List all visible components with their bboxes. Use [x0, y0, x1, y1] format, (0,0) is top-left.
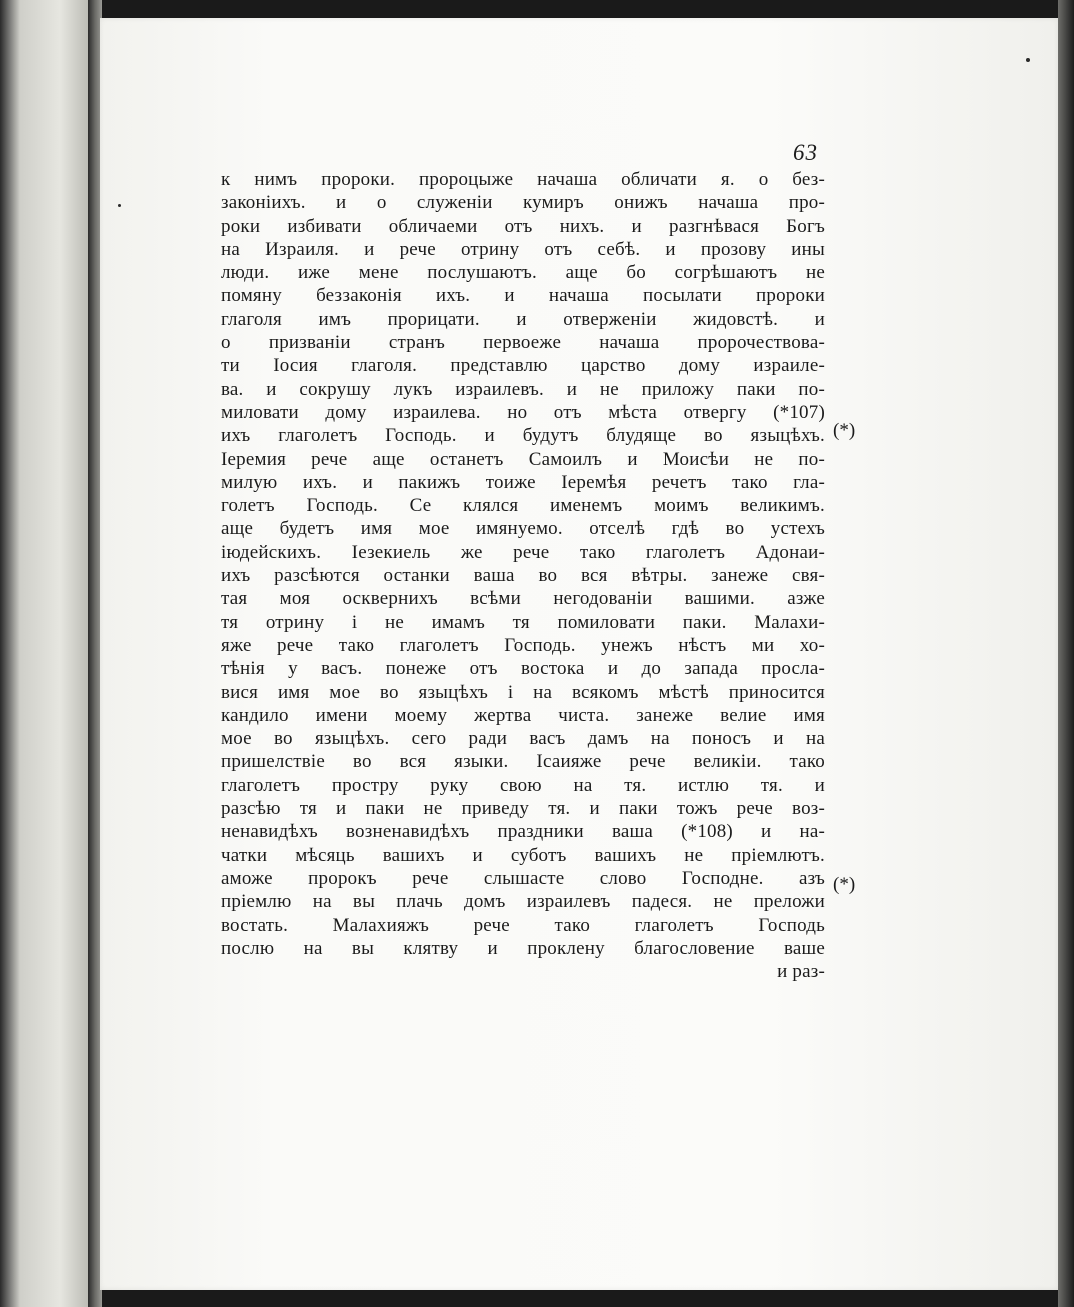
text-line: роки избивати обличаеми отъ нихъ. и разгнѣвася Богъ: [221, 215, 825, 237]
footnote-marker: (*): [833, 420, 856, 441]
text-line: іюдейскихъ. Іезекиель же рече тако глаголетъ Адонаи-: [221, 541, 825, 563]
text-line: глаголетъ простру руку свою на тя. истлю тя. и: [221, 774, 825, 796]
footnote-marker: (*): [833, 874, 856, 895]
text-line: милую ихъ. и пакижъ тоиже Іеремѣя речетъ тако гла-: [221, 471, 825, 493]
text-line: ненавидѣхъ возненавидѣхъ праздники ваша (*108) и на-: [221, 821, 825, 843]
text-line: разсѣю тя и паки не приведу тя. и паки тожъ рече воз-: [221, 798, 825, 820]
catchword-line: и раз-: [777, 961, 825, 983]
text-line: тя отрину і не имамъ тя помиловати паки. Малахи-: [221, 611, 825, 633]
page-number: 63: [793, 140, 818, 165]
text-line: тѣнія у васъ. понеже отъ востока и до запада просла-: [221, 658, 825, 680]
scan-background-edge: [1058, 0, 1074, 1307]
text-line: глаголя имъ прорицати. и отверженіи жидовстѣ. и: [221, 308, 825, 330]
text-line: на Израиля. и рече отрину отъ себѣ. и прозову ины: [221, 238, 825, 260]
text-line: чатки мѣсяць вашихъ и суботъ вашихъ не пріемлютъ.: [221, 844, 825, 866]
text-line: аще будетъ имя мое имянуемо. отселѣ гдѣ во устехъ: [221, 518, 825, 540]
text-line: кандило имени моему жертва чиста. занеже велие имя: [221, 704, 825, 726]
text-line: помяну беззаконія ихъ. и начаша посылати пророки: [221, 285, 825, 307]
text-line: законіихъ. и о служеніи кумиръ онижъ начаша про-: [221, 192, 825, 214]
text-line: вися имя мое во языцѣхъ і на всякомъ мѣстѣ приносится: [221, 681, 825, 703]
text-line: яже рече тако глаголетъ Господь. унежъ нѣстъ ми хо-: [221, 634, 825, 656]
text-line: тая моя осквернихъ всѣми негодованіи вашими. азже: [221, 588, 825, 610]
text-line: ти Іосия глаголя. представлю царство дому израиле-: [221, 355, 825, 377]
text-line: Іеремия рече аще останетъ Самоилъ и Моисѣи не по-: [221, 448, 825, 470]
ink-speck: [118, 204, 121, 207]
ink-speck: [1026, 58, 1030, 62]
text-line: аможе пророкъ рече слышасте слово Господне. азъ: [221, 867, 825, 889]
text-line: послю на вы клятву и проклену благословение ваше: [221, 937, 825, 959]
text-line: голетъ Господь. Се клялся именемъ моимъ великимъ.: [221, 495, 825, 517]
text-line: пришелствіе во вся языки. Ісаияже рече великіи. тако: [221, 751, 825, 773]
text-line: миловати дому израилева. но отъ мѣста отвергу (*107): [221, 401, 825, 423]
text-line: пріемлю на вы плачь домъ израилевъ падеся. не преложи: [221, 891, 825, 913]
text-line: востать. Малахияжъ рече тако глаголетъ Господь: [221, 914, 825, 936]
text-line: о призваніи странъ первоеже начаша пророчествова-: [221, 332, 825, 354]
text-line: мое во языцѣхъ. сего ради васъ дамъ на поносъ и на: [221, 728, 825, 750]
facing-page-edge: [0, 0, 92, 1307]
text-line: ихъ разсѣются останки ваша во вся вѣтры. занеже свя-: [221, 565, 825, 587]
text-line: ихъ глаголетъ Господь. и будутъ блудяще во языцѣхъ.: [221, 425, 825, 447]
body-text: [221, 168, 825, 983]
text-line: ва. и сокрушу лукъ израилевъ. и не приложу паки по-: [221, 378, 825, 400]
text-line: к нимъ пророки. пророцыже начаша обличати я. о без-: [221, 169, 825, 190]
text-line: люди. иже мене послушаютъ. аще бо согрѣшаютъ не: [221, 262, 825, 284]
